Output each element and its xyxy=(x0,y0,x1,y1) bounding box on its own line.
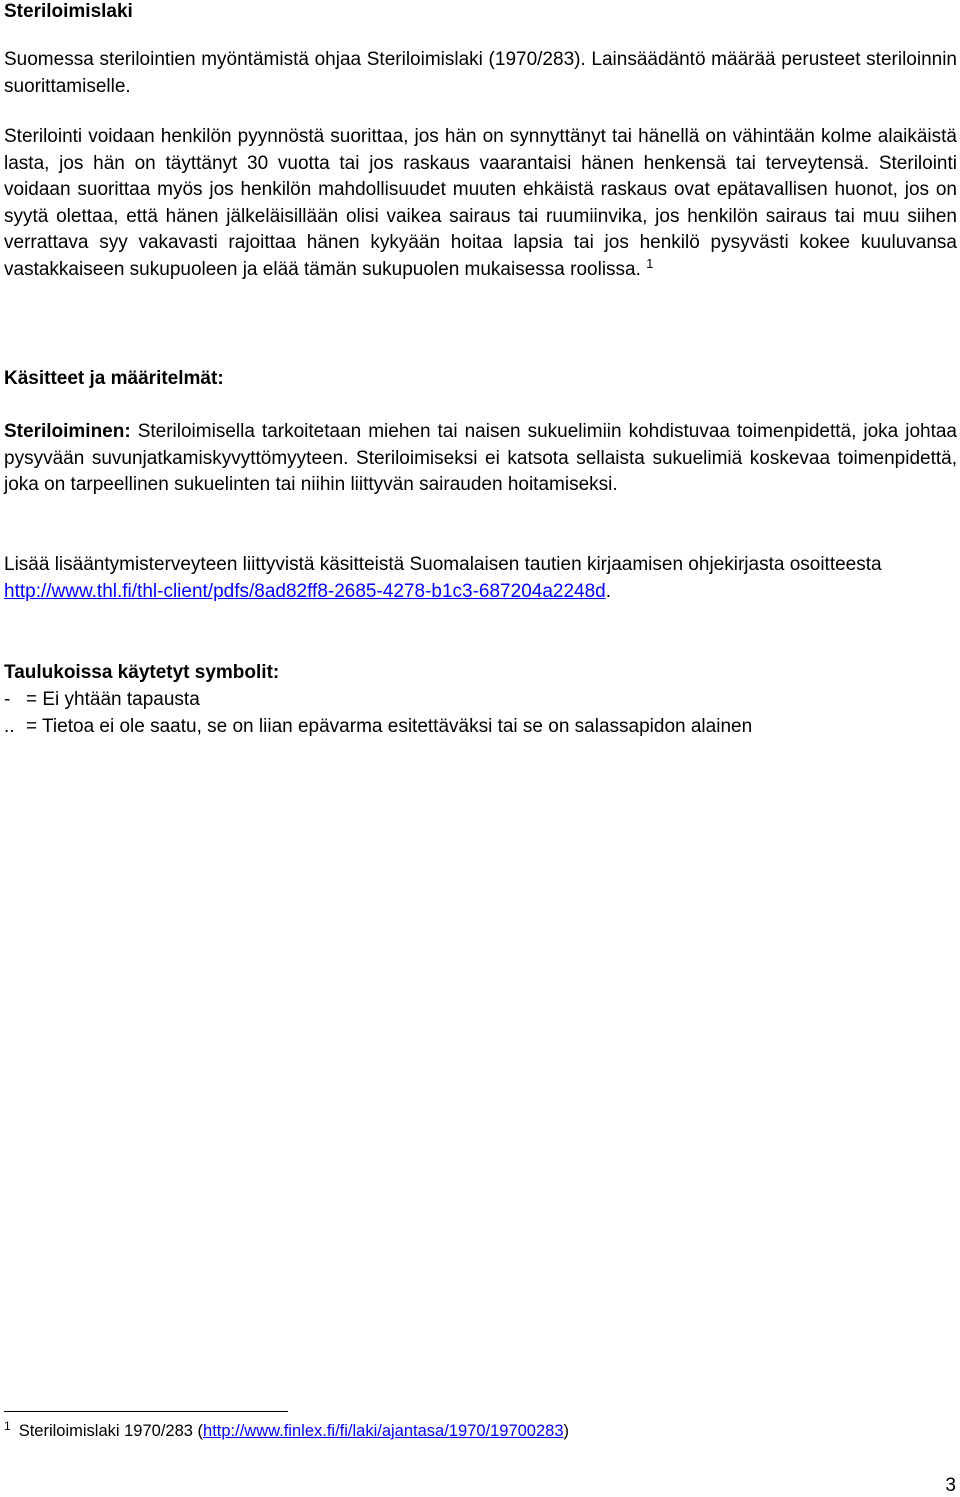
conditions-text: Sterilointi voidaan henkilön pyynnöstä suorittaa, jos hän on synnyttänyt tai hänellä on vähintään kolme alaikäistä lasta, jos hän on täyttänyt 30 vuotta tai jos raskaus vaarantaisi hänen henkensä tai terveytensä. Sterilointi voidaan suorittaa myös jos henkilön mahdollisuudet muuten ehkäistä raskaus ovat epätavallisen huonot, jos on syytä olettaa, että hänen jälkeläisillään olisi vaikea sairaus tai ruumiinvika, jos henkilön sairaus tai muu siihen verrattava syy vakavasti rajoittaa hänen kykyään hoitaa lapsia tai jos henkilö pysyvästi kokee kuuluvansa vastakkaiseen sukupuoleen ja elää tämän sukupuolen mukaisessa roolissa. xyxy=(4,126,957,280)
footnote-number: 1 xyxy=(4,1419,11,1433)
symbols-heading: Taulukoissa käytetyt symbolit: xyxy=(4,662,280,683)
more-info-end: . xyxy=(605,580,612,602)
symbol-mark: .. xyxy=(4,716,15,737)
symbol-meaning: = Tietoa ei ole saatu, se on liian epävarma esitettäväksi tai se on salassapidon alainen xyxy=(26,716,753,737)
more-info-text: Lisää lisääntymisterveyteen liittyvistä käsitteistä Suomalaisen tautien kirjaamisen ohjekirjasta osoitteesta xyxy=(4,554,882,575)
term-definition: Steriloimisella tarkoitetaan miehen tai naisen sukuelimiin kohdistuvaa toimenpidettä, joka johtaa pysyvään suvunjatkamiskyvyttömyyteen. Steriloimiseksi ei katsota sellaista sukuelimiä koskevaa toimenpidettä, joka on tarpeellinen sukuelinten tai niihin liittyvän sairauden hoitamiseksi. xyxy=(4,421,957,496)
definition-paragraph xyxy=(4,419,957,499)
more-info-paragraph xyxy=(4,552,957,605)
page-heading: Steriloimislaki xyxy=(4,1,133,22)
page-number: 3 xyxy=(945,1475,956,1496)
symbol-mark: - xyxy=(4,689,11,710)
intro-paragraph: Suomessa sterilointien myöntämistä ohjaa Steriloimislaki (1970/283). Lainsäädäntö määrää perusteet steriloinnin suorittamiselle. xyxy=(4,49,957,97)
symbol-row xyxy=(4,714,957,741)
symbol-meaning: = Ei yhtään tapausta xyxy=(26,689,200,710)
symbol-row xyxy=(4,687,957,714)
conditions-paragraph xyxy=(4,124,957,284)
concepts-heading: Käsitteet ja määritelmät: xyxy=(4,368,224,389)
footnote xyxy=(4,1420,569,1442)
thl-link[interactable]: http://www.thl.fi/thl-client/pdfs/8ad82ff8-2685-4278-b1c3-687204a2248d xyxy=(4,580,606,602)
finlex-link[interactable]: http://www.finlex.fi/fi/laki/ajantasa/1970/19700283 xyxy=(203,1422,564,1440)
term-label: Steriloiminen: xyxy=(4,421,131,442)
footnote-text: Steriloimislaki 1970/283 ( xyxy=(18,1422,204,1440)
footnote-close: ) xyxy=(563,1422,570,1440)
footnote-divider xyxy=(4,1411,288,1412)
footnote-reference[interactable]: 1 xyxy=(646,255,654,271)
